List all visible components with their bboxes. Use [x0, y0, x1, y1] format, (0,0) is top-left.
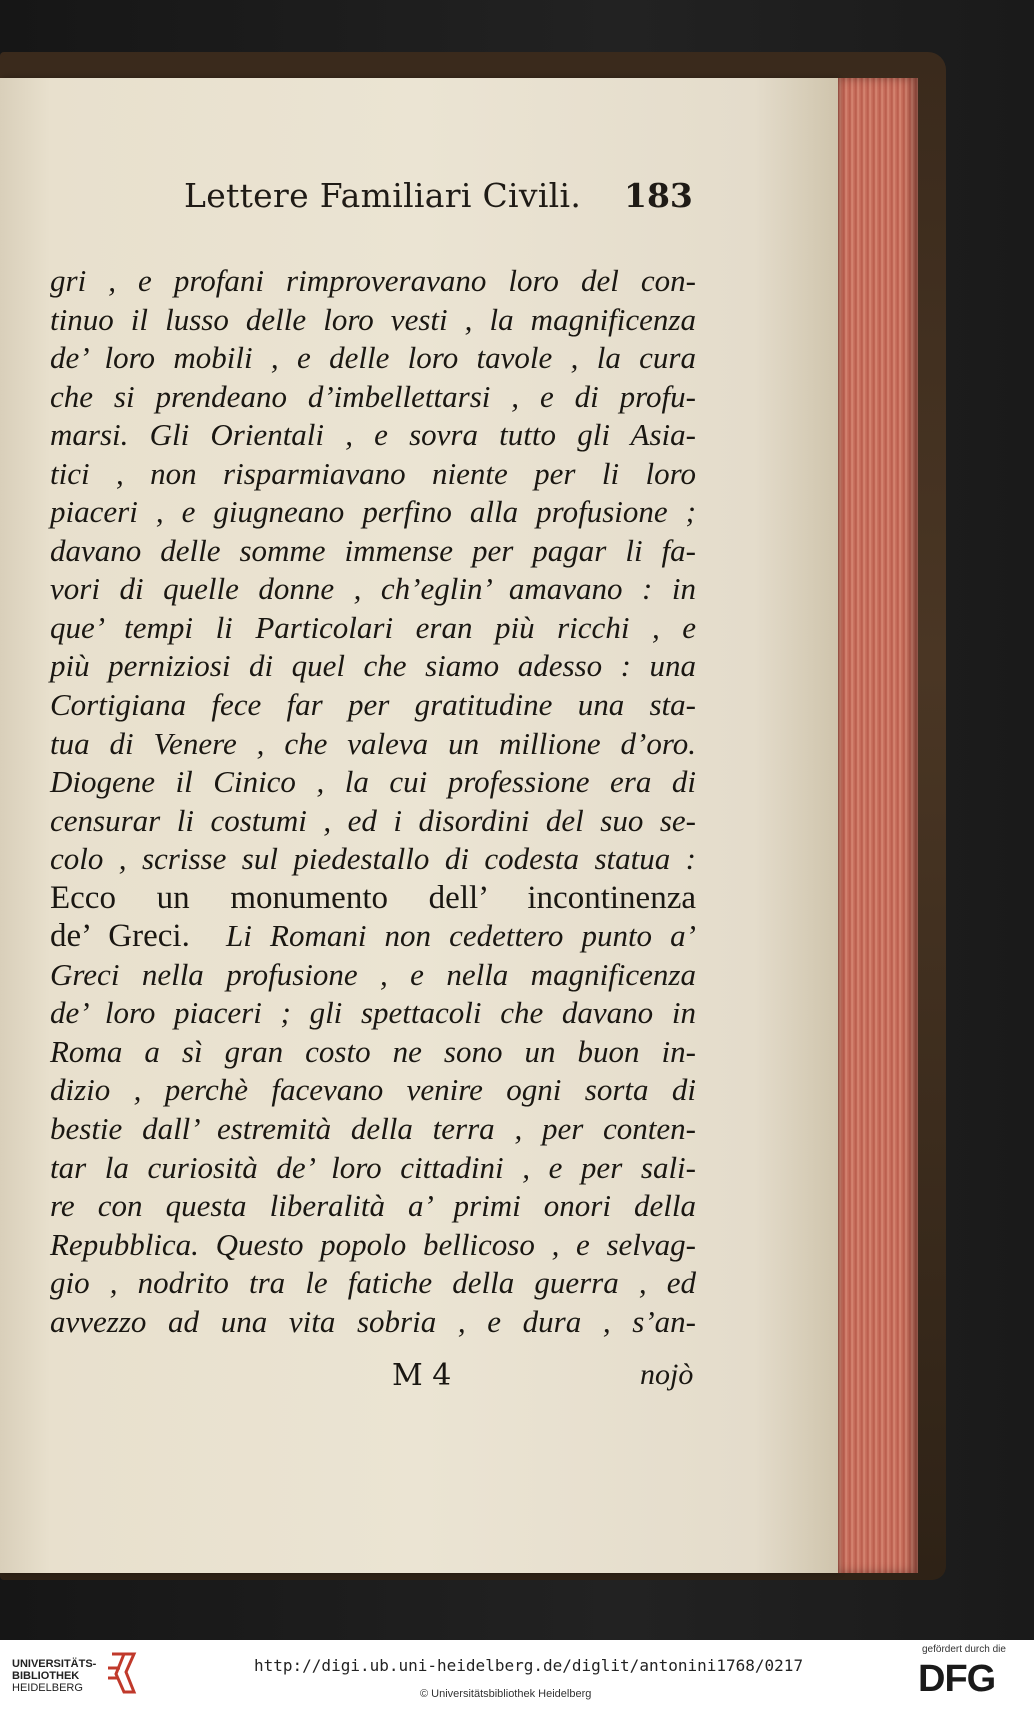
text-line: piaceri , e giugneano perfino alla profusione ; — [50, 494, 696, 530]
text-line: tinuo il lusso delle loro vesti , la magnificenza — [50, 301, 696, 337]
text-line: più perniziosi di quel che siamo adesso : una — [50, 648, 696, 684]
text-continuation: Li Romani non cedettero punto a’ — [226, 918, 696, 954]
funding-note: gefördert durch die — [922, 1644, 1006, 1655]
text-line: davano delle somme immense per pagar li fa- — [50, 532, 696, 568]
permalink-url[interactable]: http://digi.ub.uni-heidelberg.de/diglit/antonini1768/0217 — [254, 1656, 804, 1675]
text-line: que’ tempi li Particolari eran più ricchi , e — [50, 609, 696, 645]
library-name-line3: HEIDELBERG — [12, 1682, 83, 1694]
text-line: censurar li costumi , ed i disordini del suo se- — [50, 802, 696, 838]
text-line: re con questa liberalità a’ primi onori della — [50, 1188, 696, 1224]
text-line: tua di Venere , che valeva un millione d’oro. — [50, 725, 696, 761]
text-line: de’ loro mobili , e delle loro tavole , la cura — [50, 340, 696, 376]
text-line: colo , scrisse sul piedestallo di codesta statua : — [50, 841, 696, 877]
red-page-edge — [836, 78, 918, 1573]
inscription-line: Ecco un monumento dell’ incontinenza — [50, 879, 696, 916]
text-line: dizio , perchè facevano venire ogni sorta di — [50, 1072, 696, 1108]
signature-mark: M 4 — [392, 1358, 452, 1393]
text-line: Greci nella profusione , e nella magnificenza — [50, 956, 696, 992]
text-line: tar la curiosità de’ loro cittadini , e per sali- — [50, 1149, 696, 1185]
library-logo-icon — [104, 1648, 142, 1698]
text-line: gio , nodrito tra le fatiche della guerra , ed — [50, 1265, 696, 1301]
dfg-logo[interactable]: DFG — [918, 1658, 996, 1700]
catchword: nojò — [640, 1358, 694, 1391]
running-head: Lettere Familiari Civili. — [184, 176, 582, 215]
text-line: bestie dall’ estremità della terra , per conten- — [50, 1111, 696, 1147]
text-line: avvezzo ad una vita sobria , e dura , s’an- — [50, 1303, 696, 1339]
library-logo-text[interactable] — [12, 1658, 96, 1694]
page-body-text — [50, 262, 696, 1341]
library-name-line1: UNIVERSITÄTS- — [12, 1658, 97, 1670]
copyright-notice: © Universitätsbibliothek Heidelberg — [420, 1688, 592, 1700]
text-line-mixed — [50, 917, 696, 956]
text-line: Roma a sì gran costo ne sono un buon in- — [50, 1033, 696, 1069]
text-line: Repubblica. Questo popolo bellicoso , e selvag- — [50, 1226, 696, 1262]
text-line: marsi. Gli Orientali , e sovra tutto gli Asia- — [50, 417, 696, 453]
text-line: tici , non risparmiavano niente per li loro — [50, 455, 696, 491]
text-line: de’ loro piaceri ; gli spettacoli che davano in — [50, 995, 696, 1031]
text-line: Diogene il Cinico , la cui professione era di — [50, 764, 696, 800]
library-name-line2: BIBLIOTHEK — [12, 1670, 80, 1682]
text-line: gri , e profani rimproveravano loro del con- — [50, 263, 696, 298]
text-line: che si prendeano d’imbellettarsi , e di profu- — [50, 378, 696, 414]
text-line: Cortigiana fece far per gratitudine una sta- — [50, 687, 696, 723]
text-line: vori di quelle donne , ch’eglin’ amavano : in — [50, 571, 696, 607]
inscription-end: de’ Greci. — [50, 918, 190, 955]
viewer-footer — [0, 1640, 1034, 1715]
page-number: 183 — [624, 176, 693, 215]
